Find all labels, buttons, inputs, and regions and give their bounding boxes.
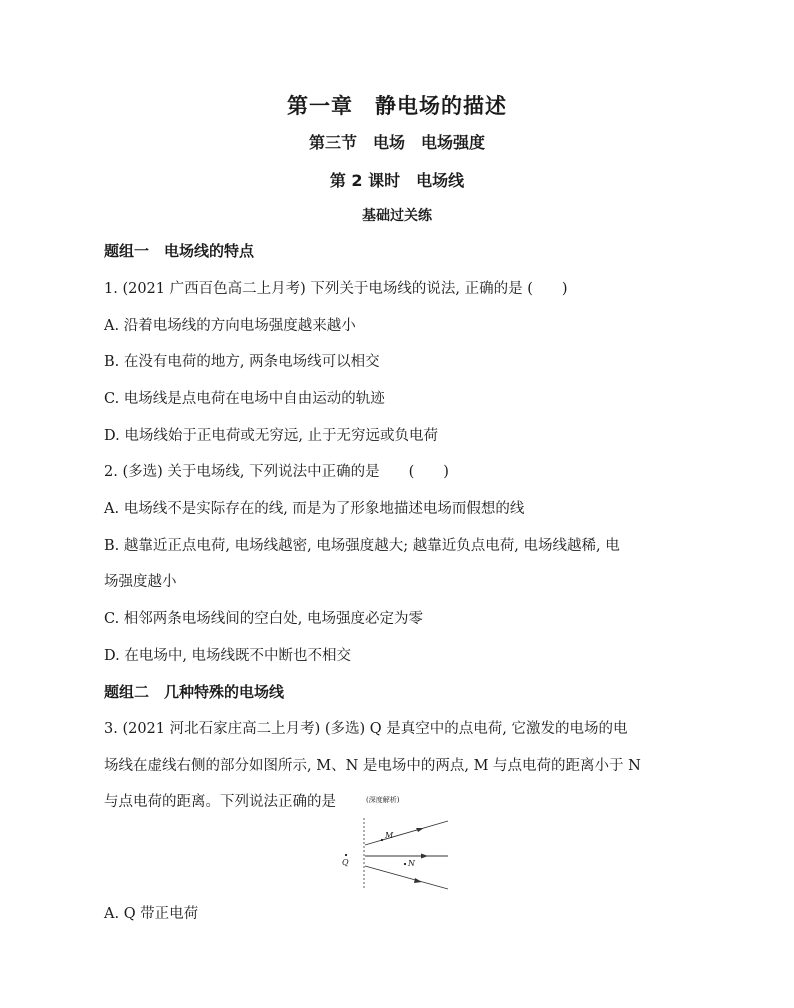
question-1-stem: 1. (2021 广西百色高二上月考) 下列关于电场线的说法, 正确的是 ( ) [104, 281, 568, 297]
arrow-lower-icon [414, 878, 422, 883]
question-3-line-3-text: 与点电荷的距离。下列说法正确的是 [104, 794, 336, 810]
question-2-option-b: B. 越靠近正点电荷, 电场线越密, 电场强度越大; 越靠近负点电荷, 电场线越稀, 电 [104, 538, 620, 554]
question-2-option-d: D. 在电场中, 电场线既不中断也不相交 [104, 648, 352, 664]
label-n: N [408, 859, 415, 868]
question-1-option-a: A. 沿着电场线的方向电场强度越来越小 [104, 318, 356, 334]
charge-q-point [345, 854, 347, 856]
point-n [404, 863, 406, 865]
label-m: M [385, 831, 394, 840]
question-2-stem: 2. (多选) 关于电场线, 下列说法中正确的是 ( ) [104, 464, 449, 480]
electric-field-figure [336, 815, 456, 891]
field-lines-diagram [336, 815, 456, 891]
question-2-option-a: A. 电场线不是实际存在的线, 而是为了形象地描述电场而假想的线 [104, 501, 525, 517]
chapter-title: 第一章 静电场的描述 [287, 94, 507, 118]
question-1-option-d: D. 电场线始于正电荷或无穷远, 止于无穷远或负电荷 [104, 428, 439, 444]
section-title: 第三节 电场 电场强度 [308, 133, 485, 152]
question-1-option-b: B. 在没有电荷的地方, 两条电场线可以相交 [104, 354, 380, 370]
exercise-title: 基础过关练 [362, 208, 432, 224]
arrow-middle-icon [421, 854, 428, 859]
question-2-option-c: C. 相邻两条电场线间的空白处, 电场强度必定为零 [104, 611, 424, 627]
question-2-option-b-cont: 场强度越小 [104, 574, 177, 590]
point-m [381, 839, 383, 841]
group-1-title: 题组一 电场线的特点 [104, 242, 255, 260]
question-3-line-1: 3. (2021 河北石家庄高二上月考) (多选) Q 是真空中的点电荷, 它激发的电场的电 [104, 721, 628, 737]
lesson-title: 第 2 课时 电场线 [329, 171, 465, 190]
question-1-option-c: C. 电场线是点电荷在电场中自由运动的轨迹 [104, 391, 385, 407]
question-3-line-3 [104, 790, 399, 811]
label-q: Q [342, 858, 349, 867]
question-3-line-2: 场线在虚线右侧的部分如图所示, M、N 是电场中的两点, M 与点电荷的距离小于 N [104, 758, 641, 774]
question-3-option-a: A. Q 带正电荷 [104, 906, 199, 922]
group-2-title: 题组二 几种特殊的电场线 [104, 683, 285, 701]
deep-analysis-hint: (深度解析) [366, 796, 400, 804]
field-line-upper [365, 821, 448, 845]
arrow-upper-icon [416, 828, 424, 832]
field-line-lower [365, 866, 448, 889]
